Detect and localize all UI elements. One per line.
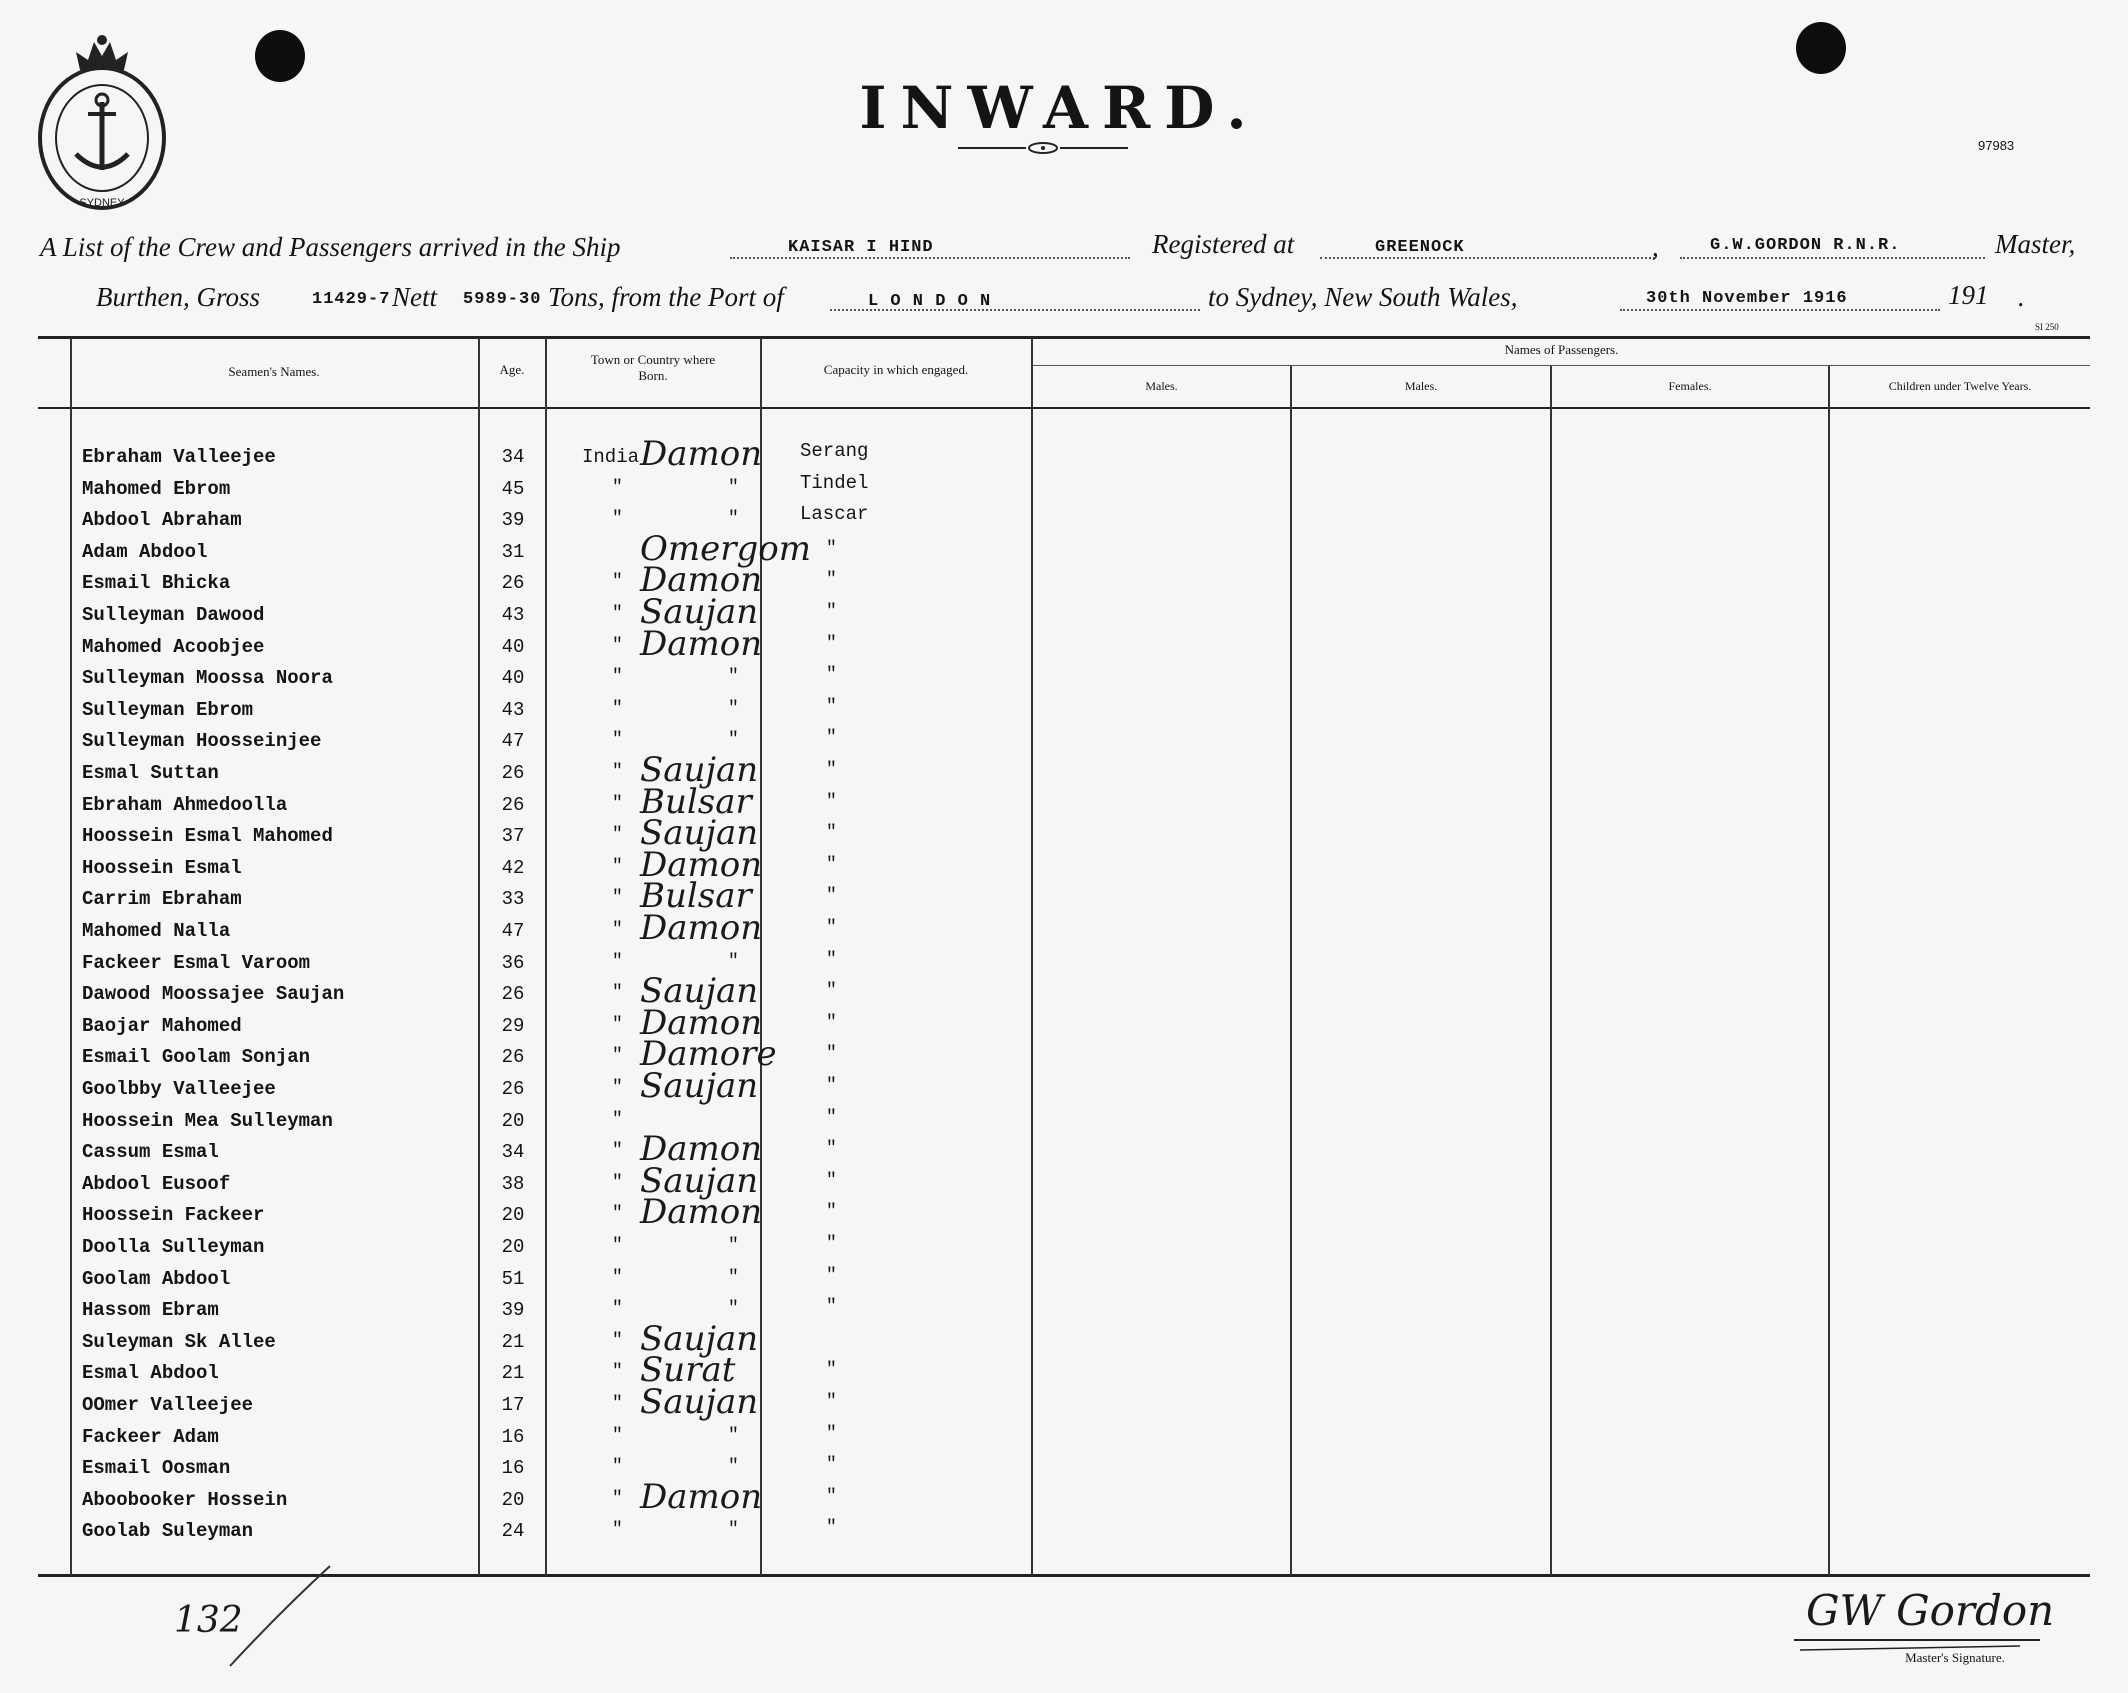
crew-age: 42 xyxy=(501,857,525,879)
col-header-born: Town or Country where Born. xyxy=(590,352,716,383)
crew-born-country: " xyxy=(612,667,623,687)
crew-age: 39 xyxy=(501,509,525,531)
master-signature: GW Gordon xyxy=(1806,1586,2055,1635)
registered-port: GREENOCK xyxy=(1375,238,1465,257)
crew-born-country: " xyxy=(612,1110,623,1130)
passenger-subrule xyxy=(1032,365,2090,366)
crew-age: 21 xyxy=(501,1331,525,1353)
crew-born-town: Saujan xyxy=(640,813,759,853)
crew-capacity: Serang xyxy=(800,440,869,462)
crew-capacity: " xyxy=(826,918,837,938)
crew-capacity: " xyxy=(826,855,837,875)
crew-born-town: Saujan xyxy=(640,592,759,632)
crew-born-town-ditto: " xyxy=(728,1520,739,1540)
title-ornament xyxy=(958,140,1128,156)
shipping-masters-seal xyxy=(32,30,172,220)
table-bottom-rule xyxy=(38,1574,2090,1577)
svg-text:SYDNEY: SYDNEY xyxy=(79,197,125,209)
crew-name: Cassum Esmal xyxy=(82,1141,219,1163)
tons-from-label: Tons, from the Port of xyxy=(548,282,784,312)
crew-name: Ebraham Valleejee xyxy=(82,446,276,468)
crew-capacity: " xyxy=(826,1266,837,1286)
crew-age: 21 xyxy=(501,1362,525,1384)
crew-born-country: " xyxy=(612,1331,623,1351)
comma: , xyxy=(1652,232,1659,262)
form-title: INWARD. xyxy=(859,74,1261,142)
crew-capacity: " xyxy=(826,1424,837,1444)
crew-born-town: Saujan xyxy=(640,1066,759,1106)
crew-born-town: Damon xyxy=(640,560,763,600)
nett-label: Nett xyxy=(392,282,437,312)
crew-born-country: " xyxy=(612,794,623,814)
crew-born-town: Damon xyxy=(640,1192,763,1232)
crew-capacity: " xyxy=(826,634,837,654)
crew-born-town: Bulsar xyxy=(640,876,752,916)
registered-dots xyxy=(1320,257,1655,259)
crew-capacity: " xyxy=(826,1013,837,1033)
gross-tons: 11429-7 xyxy=(312,290,391,309)
crew-name: OOmer Valleejee xyxy=(82,1394,254,1416)
crew-born-town: Damon xyxy=(640,845,763,885)
col-divider-children xyxy=(1828,366,1830,1576)
crew-name: Aboobooker Hossein xyxy=(82,1489,288,1511)
crew-age: 34 xyxy=(501,1141,525,1163)
crew-born-country: " xyxy=(612,604,623,624)
crew-name: Dawood Moossajee Saujan xyxy=(82,983,345,1005)
to-label: to Sydney, New South Wales, xyxy=(1208,282,1518,312)
master-dots xyxy=(1680,257,1985,259)
crew-name: Esmail Bhicka xyxy=(82,572,231,594)
crew-born-town-ditto: " xyxy=(728,699,739,719)
col-divider-born xyxy=(545,338,547,1576)
crew-age: 20 xyxy=(501,1204,525,1226)
crew-name: Hoossein Fackeer xyxy=(82,1204,265,1226)
crew-born-town: Damon xyxy=(640,1129,763,1169)
crew-age: 26 xyxy=(501,1078,525,1100)
crew-age: 47 xyxy=(501,730,525,752)
from-port: L O N D O N xyxy=(868,292,992,311)
crew-born-country: " xyxy=(612,636,623,656)
col-divider-females xyxy=(1550,366,1552,1576)
col-header-children: Children under Twelve Years. xyxy=(1888,379,2032,393)
crew-capacity: " xyxy=(826,1202,837,1222)
crew-born-town: Saujan xyxy=(640,750,759,790)
crew-born-country: " xyxy=(612,762,623,782)
crew-name: Hassom Ebram xyxy=(82,1299,219,1321)
crew-born-country: " xyxy=(612,1236,623,1256)
crew-name: Hoossein Esmal Mahomed xyxy=(82,825,333,847)
crew-age: 51 xyxy=(501,1268,525,1290)
crew-age: 40 xyxy=(501,636,525,658)
crew-born-country: " xyxy=(612,509,623,529)
col-header-females: Females. xyxy=(1668,379,1712,393)
crew-born-town: Saujan xyxy=(640,1382,759,1422)
crew-age: 16 xyxy=(501,1426,525,1448)
crew-born-town-ditto: " xyxy=(728,1268,739,1288)
crew-age: 40 xyxy=(501,667,525,689)
table-top-rule xyxy=(38,336,2090,339)
crew-born-town-ditto: " xyxy=(728,730,739,750)
crew-born-country: " xyxy=(612,857,623,877)
crew-capacity: " xyxy=(826,539,837,559)
crew-name: Adam Abdool xyxy=(82,541,208,563)
crew-born-town: Bulsar xyxy=(640,782,752,822)
crew-age: 38 xyxy=(501,1173,525,1195)
crew-born-town-ditto: " xyxy=(728,509,739,529)
punch-hole-left xyxy=(255,30,305,82)
crew-born-town-ditto: " xyxy=(728,1299,739,1319)
crew-born-country: " xyxy=(612,1173,623,1193)
crew-age: 33 xyxy=(501,888,525,910)
crew-capacity: " xyxy=(826,823,837,843)
crew-name: Mahomed Nalla xyxy=(82,920,231,942)
crew-capacity: " xyxy=(826,665,837,685)
crew-age: 26 xyxy=(501,983,525,1005)
form-code: SI 250 xyxy=(2035,322,2059,332)
crew-age: 26 xyxy=(501,794,525,816)
crew-born-town: Damon xyxy=(640,1477,763,1517)
crew-name: Goolab Suleyman xyxy=(82,1520,254,1542)
header-bottom-rule xyxy=(38,407,2090,409)
crew-born-town-ditto: " xyxy=(728,478,739,498)
crew-name: Abdool Eusoof xyxy=(82,1173,231,1195)
crew-name: Carrim Ebraham xyxy=(82,888,242,910)
ship-name-dots xyxy=(730,257,1130,259)
crew-born-country: " xyxy=(612,1268,623,1288)
header-line1-prefix: A List of the Crew and Passengers arrived in the Ship xyxy=(40,232,621,262)
crew-born-country: " xyxy=(612,1457,623,1477)
period: . xyxy=(2018,282,2025,312)
crew-born-country: India xyxy=(582,446,640,468)
crew-born-town: Surat xyxy=(640,1350,736,1390)
crew-capacity: " xyxy=(826,697,837,717)
crew-age: 43 xyxy=(501,604,525,626)
crew-born-town-ditto: " xyxy=(728,952,739,972)
registered-label: Registered at xyxy=(1152,229,1295,259)
crew-age: 24 xyxy=(501,1520,525,1542)
crew-capacity: " xyxy=(826,602,837,622)
crew-age: 37 xyxy=(501,825,525,847)
crew-name: Hoossein Mea Sulleyman xyxy=(82,1110,333,1132)
col-divider-capacity xyxy=(760,338,762,1576)
crew-age: 20 xyxy=(501,1236,525,1258)
crew-born-country: " xyxy=(612,1394,623,1414)
crew-born-town: Saujan xyxy=(640,1319,759,1359)
crew-born-town: Damon xyxy=(640,1003,763,1043)
col-divider-passengers xyxy=(1031,338,1033,1576)
crew-age: 47 xyxy=(501,920,525,942)
crew-age: 39 xyxy=(501,1299,525,1321)
crew-capacity: " xyxy=(826,1234,837,1254)
crew-age: 26 xyxy=(501,572,525,594)
crew-born-country: " xyxy=(612,1015,623,1035)
crew-born-country: " xyxy=(612,1299,623,1319)
master-label: Master, xyxy=(1995,229,2076,259)
crew-capacity: " xyxy=(826,1044,837,1064)
crew-age: 34 xyxy=(501,446,525,468)
crew-born-town: Damon xyxy=(640,434,763,474)
crew-born-country: " xyxy=(612,699,623,719)
crew-born-country: " xyxy=(612,1078,623,1098)
crew-age: 16 xyxy=(501,1457,525,1479)
crew-born-country: " xyxy=(612,1426,623,1446)
crew-capacity: " xyxy=(826,1108,837,1128)
crew-born-town-ditto: " xyxy=(728,667,739,687)
reference-number: 97983 xyxy=(1978,138,2015,153)
crew-born-town: Damore xyxy=(640,1034,777,1074)
crew-born-town-ditto: " xyxy=(728,1426,739,1446)
crew-name: Sulleyman Ebrom xyxy=(82,699,254,721)
crew-age: 26 xyxy=(501,1046,525,1068)
crew-born-country: " xyxy=(612,1362,623,1382)
crew-name: Esmail Oosman xyxy=(82,1457,231,1479)
crew-capacity: " xyxy=(826,728,837,748)
crew-name: Goolam Abdool xyxy=(82,1268,231,1290)
crew-born-country: " xyxy=(612,983,623,1003)
crew-capacity: " xyxy=(826,981,837,1001)
burthen-label: Burthen, Gross xyxy=(96,282,261,312)
crew-born-country: " xyxy=(612,1204,623,1224)
crew-age: 29 xyxy=(501,1015,525,1037)
crew-capacity: " xyxy=(826,1171,837,1191)
crew-born-country: " xyxy=(612,1046,623,1066)
col-header-males2: Males. xyxy=(1404,379,1438,393)
date-dots xyxy=(1620,309,1940,311)
crew-name: Goolbby Valleejee xyxy=(82,1078,276,1100)
crew-capacity: " xyxy=(826,1297,837,1317)
crew-name: Fackeer Esmal Varoom xyxy=(82,952,311,974)
crew-capacity: " xyxy=(826,1392,837,1412)
crew-age: 20 xyxy=(501,1110,525,1132)
crew-capacity: " xyxy=(826,950,837,970)
crew-age: 36 xyxy=(501,952,525,974)
crew-born-country: " xyxy=(612,572,623,592)
crew-born-country: " xyxy=(612,1489,623,1509)
year-suffix: 191 xyxy=(1948,280,1989,310)
punch-hole-right xyxy=(1796,22,1846,74)
nett-tons: 5989-30 xyxy=(463,290,542,309)
col-header-males1: Males. xyxy=(1145,379,1178,393)
crew-age: 45 xyxy=(501,478,525,500)
crew-born-town: Damon xyxy=(640,624,763,664)
crew-name: Fackeer Adam xyxy=(82,1426,219,1448)
crew-name: Esmal Suttan xyxy=(82,762,219,784)
crew-capacity: " xyxy=(826,1487,837,1507)
crew-age: 43 xyxy=(501,699,525,721)
crew-name: Hoossein Esmal xyxy=(82,857,242,879)
crew-name: Doolla Sulleyman xyxy=(82,1236,265,1258)
crew-name: Sulleyman Hoosseinjee xyxy=(82,730,322,752)
crew-capacity: " xyxy=(826,1518,837,1538)
crew-born-country: " xyxy=(612,952,623,972)
crew-name: Abdool Abraham xyxy=(82,509,242,531)
crew-born-country: " xyxy=(612,1520,623,1540)
crew-name: Esmal Abdool xyxy=(82,1362,219,1384)
crew-name: Mahomed Ebrom xyxy=(82,478,231,500)
col-divider-left xyxy=(70,338,72,1576)
crew-capacity: " xyxy=(826,1076,837,1096)
crew-born-town: Omergom xyxy=(640,529,811,569)
crew-name: Suleyman Sk Allee xyxy=(82,1331,276,1353)
crew-born-country: " xyxy=(612,920,623,940)
crew-capacity: " xyxy=(826,760,837,780)
crew-age: 26 xyxy=(501,762,525,784)
crew-born-town: Damon xyxy=(640,908,763,948)
margin-note: 132 xyxy=(174,1600,243,1641)
crew-born-country: " xyxy=(612,730,623,750)
crew-born-country: " xyxy=(612,888,623,908)
crew-name: Mahomed Acoobjee xyxy=(82,636,265,658)
crew-born-town: Saujan xyxy=(640,971,759,1011)
crew-name: Sulleyman Dawood xyxy=(82,604,265,626)
col-header-names: Seamen's Names. xyxy=(228,364,320,379)
crew-age: 17 xyxy=(501,1394,525,1416)
crew-name: Ebraham Ahmedoolla xyxy=(82,794,288,816)
crew-capacity: " xyxy=(826,886,837,906)
crew-age: 31 xyxy=(501,541,525,563)
col-divider-males2 xyxy=(1290,366,1292,1576)
crew-born-town: Saujan xyxy=(640,1161,759,1201)
crew-capacity: Tindel xyxy=(800,472,869,494)
crew-name: Sulleyman Moossa Noora xyxy=(82,667,333,689)
arrival-date: 30th November 1916 xyxy=(1646,289,1848,308)
crew-name: Esmail Goolam Sonjan xyxy=(82,1046,311,1068)
crew-age: 20 xyxy=(501,1489,525,1511)
crew-born-town-ditto: " xyxy=(728,1457,739,1477)
ship-name: KAISAR I HIND xyxy=(788,238,934,257)
col-divider-age xyxy=(478,338,480,1576)
crew-born-country: " xyxy=(612,1141,623,1161)
master-name: G.W.GORDON R.N.R. xyxy=(1710,236,1901,255)
col-header-age: Age. xyxy=(499,362,525,377)
crew-name: Baojar Mahomed xyxy=(82,1015,242,1037)
col-header-passengers: Names of Passengers. xyxy=(1504,342,1619,357)
crew-born-country: " xyxy=(612,478,623,498)
signature-label: Master's Signature. xyxy=(1905,1650,2005,1665)
crew-born-country: " xyxy=(612,825,623,845)
crew-born-town-ditto: " xyxy=(728,1236,739,1256)
crew-capacity: " xyxy=(826,570,837,590)
crew-capacity: " xyxy=(826,792,837,812)
col-header-capacity: Capacity in which engaged. xyxy=(823,362,969,377)
crew-capacity: Lascar xyxy=(800,503,869,525)
crew-capacity: " xyxy=(826,1455,837,1475)
crew-capacity: " xyxy=(826,1139,837,1159)
crew-capacity: " xyxy=(826,1360,837,1380)
